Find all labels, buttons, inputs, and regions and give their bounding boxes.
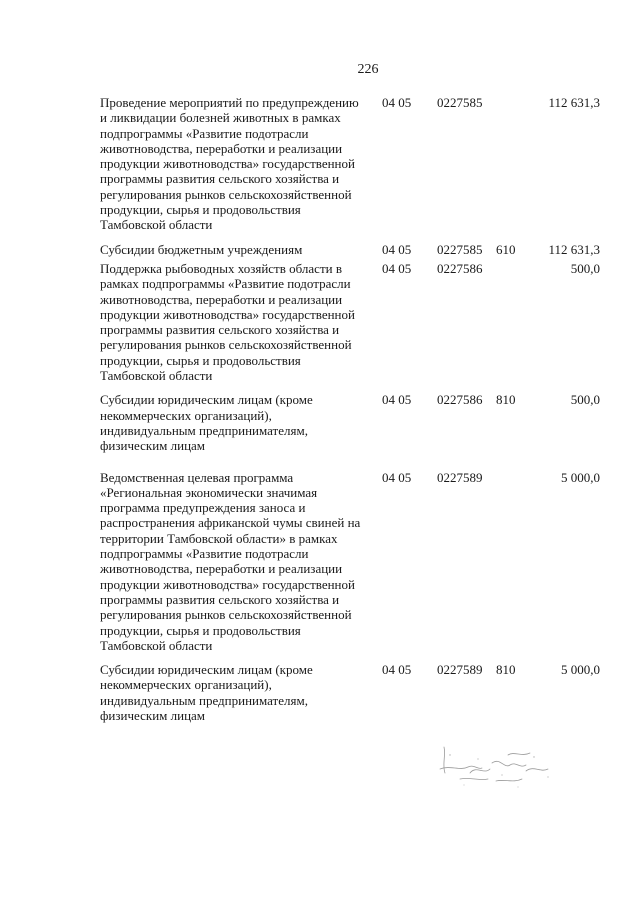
row-amount: 112 631,3 xyxy=(548,241,600,257)
table-row xyxy=(100,95,600,233)
table-row xyxy=(100,261,600,383)
row-description: Проведение мероприятий по предупреждению и ликвидации болезней животных в рамках подпрограммы «Развитие подотрасли животноводства, переработки и реализации продукции животноводства» государственной программы развития сельского хозяйства и регулирования рынков сельскохозяйственной продукции, сырья и продовольствия Тамбовской области xyxy=(100,95,359,233)
row-section-code: 04 05 xyxy=(382,392,412,408)
table-row xyxy=(100,662,600,723)
handwritten-signature xyxy=(430,735,570,795)
row-expense-kind: 810 xyxy=(496,392,516,408)
row-target-code: 0227589 xyxy=(437,469,483,485)
row-section-code: 04 05 xyxy=(382,95,412,110)
row-target-code: 0227585 xyxy=(437,241,483,257)
row-section-code: 04 05 xyxy=(382,260,412,276)
row-description: Субсидии юридическим лицам (кроме некоммерческих организаций), индивидуальным предпринимателям, физическим лицам xyxy=(100,392,313,454)
row-expense-kind: 610 xyxy=(496,241,516,257)
row-amount: 112 631,3 xyxy=(548,95,600,110)
row-section-code: 04 05 xyxy=(382,662,412,678)
table-row xyxy=(100,392,600,453)
row-description: Ведомственная целевая программа «Региональная экономически значимая программа предупреждения заноса и распространения африканской чумы свиней на территории Тамбовской области» в рамках подпрограммы «Развитие подотрасли животноводства, переработки и реализации продукции животноводства» государственной программы развития сельского хозяйства и регулирования рынков сельскохозяйственной продукции, сырья и продовольствия Тамбовской области xyxy=(100,469,361,653)
table-row xyxy=(100,242,600,257)
row-section-code: 04 05 xyxy=(382,469,412,485)
row-expense-kind: 810 xyxy=(496,662,516,678)
row-description: Поддержка рыбоводных хозяйств области в рамках подпрограммы «Развитие подотрасли животноводства, переработки и реализации продукции животноводства» государственной программы развития сельского хозяйства и регулирования рынков сельскохозяйственной продукции, сырья и продовольствия Тамбовской области xyxy=(100,260,355,384)
row-amount: 5 000,0 xyxy=(561,469,600,485)
row-description: Субсидии юридическим лицам (кроме некоммерческих организаций), индивидуальным предпринимателям, физическим лицам xyxy=(100,662,313,723)
row-section-code: 04 05 xyxy=(382,241,412,257)
row-target-code: 0227589 xyxy=(437,662,483,678)
row-description: Субсидии бюджетным учреждениям xyxy=(100,241,303,257)
page-number: 226 xyxy=(357,62,379,77)
row-target-code: 0227585 xyxy=(437,95,483,110)
row-amount: 500,0 xyxy=(570,260,600,276)
budget-table xyxy=(100,95,600,723)
row-amount: 500,0 xyxy=(570,392,600,408)
row-target-code: 0227586 xyxy=(437,260,483,276)
row-target-code: 0227586 xyxy=(437,392,483,408)
row-amount: 5 000,0 xyxy=(561,662,600,678)
table-row xyxy=(100,470,600,654)
